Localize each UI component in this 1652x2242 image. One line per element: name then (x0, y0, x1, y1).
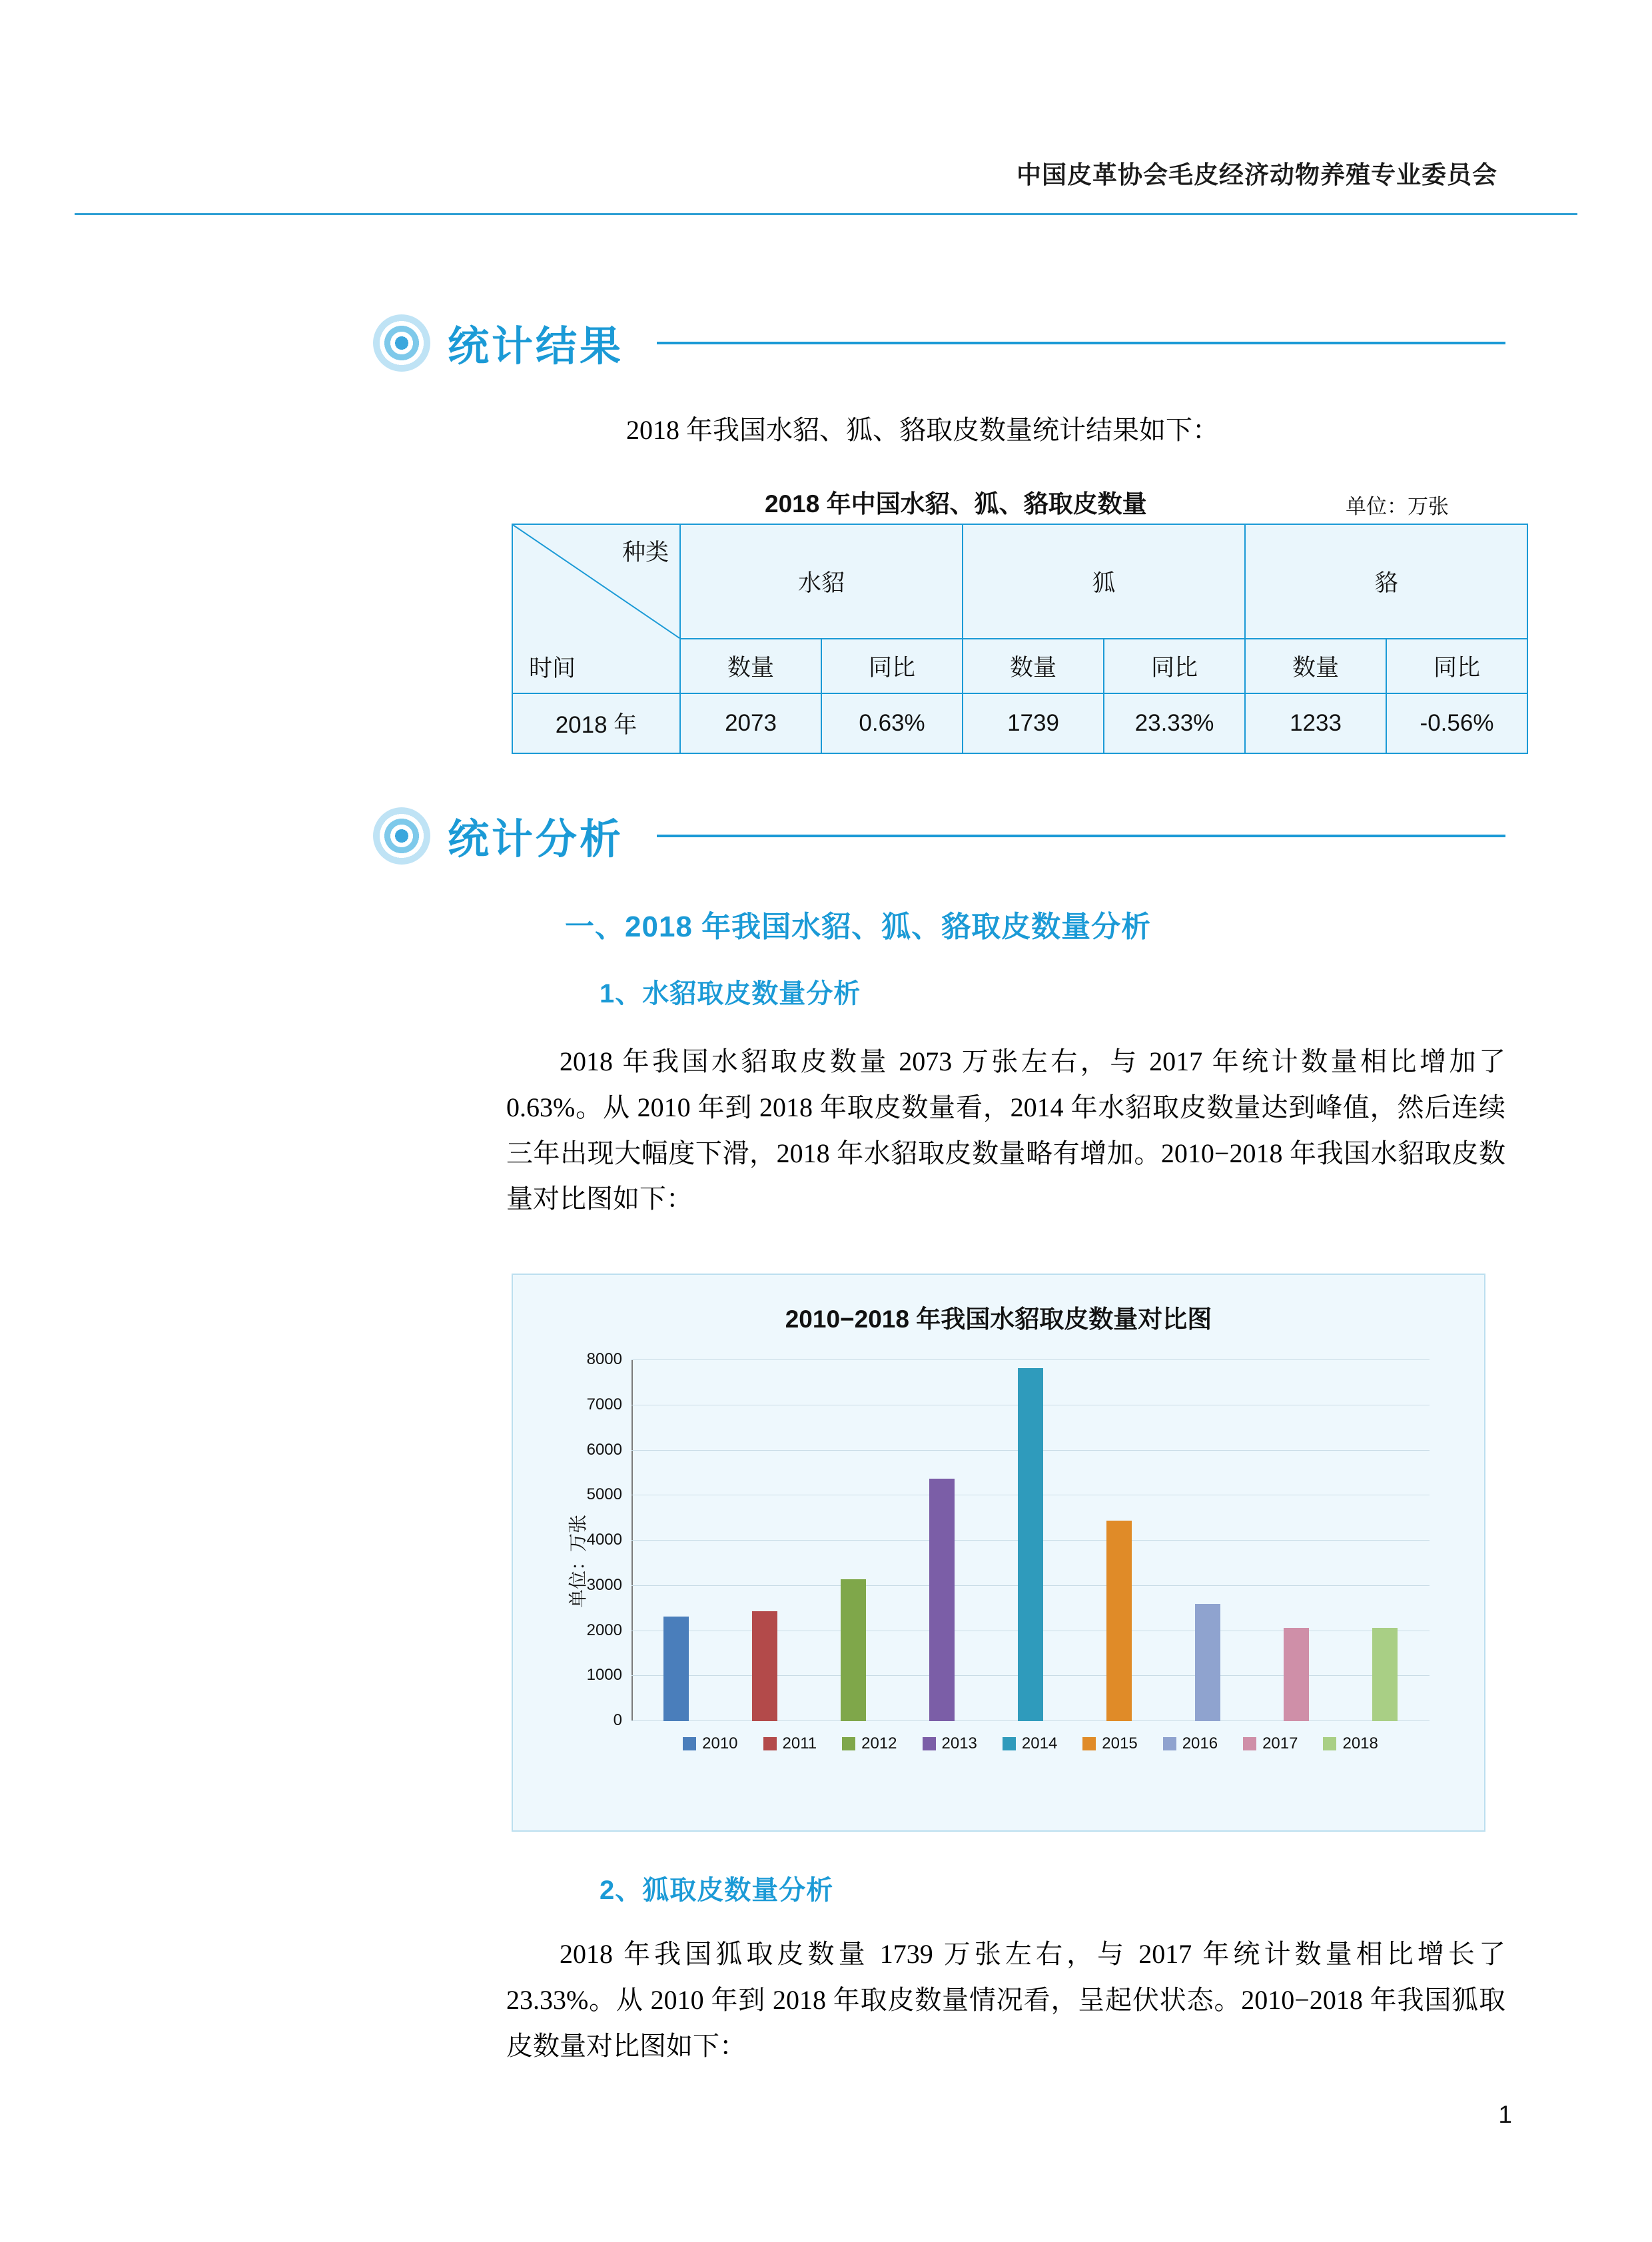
page-number: 1 (1498, 2101, 1512, 2128)
table-cell-fox-count: 1739 (963, 693, 1104, 753)
chart-legend-swatch (1003, 1737, 1016, 1750)
chart-legend-item (923, 1734, 977, 1753)
chart-legend-label: 2018 (1342, 1734, 1378, 1752)
chart-bar (929, 1479, 955, 1721)
chart-legend-label: 2015 (1102, 1734, 1138, 1752)
chart-legend-swatch (1243, 1737, 1256, 1750)
analysis-heading-mink: 1、水貂取皮数量分析 (600, 979, 861, 1008)
chart-legend-item (1163, 1734, 1218, 1753)
target-icon (373, 314, 430, 372)
chart-bars (631, 1360, 1430, 1721)
table-cell-mink-count: 2073 (680, 693, 821, 753)
chart-legend-swatch (842, 1737, 855, 1750)
chart-legend-item (1003, 1734, 1057, 1753)
analysis-heading-fox: 2、狐取皮数量分析 (600, 1876, 834, 1905)
chart-legend-label: 2016 (1182, 1734, 1218, 1752)
statistics-table (512, 524, 1528, 754)
chart-legend-item (1082, 1734, 1137, 1753)
chart-bar-slot (897, 1360, 986, 1721)
results-intro-paragraph: 2018 年我国水貂、狐、貉取皮数量统计结果如下： (626, 415, 1219, 445)
table-category-fox: 狐 (963, 524, 1245, 639)
chart-legend-item (763, 1734, 817, 1753)
chart-legend-swatch (1323, 1737, 1336, 1750)
table-subheader-3: 同比 (1104, 639, 1245, 693)
chart-bar (1284, 1628, 1309, 1721)
table-subheader-5: 同比 (1386, 639, 1527, 693)
table-subheader-2: 数量 (963, 639, 1104, 693)
chart-bar-slot (631, 1360, 720, 1721)
chart-y-axis-label: 单位：万张 (568, 1514, 590, 1609)
table-cell-raccoon-count: 1233 (1245, 693, 1386, 753)
mink-pelt-chart (512, 1274, 1485, 1832)
chart-legend-label: 2010 (702, 1734, 738, 1752)
chart-bar (1195, 1604, 1220, 1721)
chart-legend-label: 2013 (941, 1734, 977, 1752)
chart-bar-slot (809, 1360, 897, 1721)
chart-legend (631, 1734, 1430, 1753)
table-corner-cell (512, 524, 680, 693)
chart-bar-slot (1164, 1360, 1252, 1721)
chart-legend-swatch (1082, 1737, 1096, 1750)
chart-y-tick-label: 0 (613, 1711, 622, 1729)
chart-bar-slot (1252, 1360, 1341, 1721)
chart-legend-item (683, 1734, 737, 1753)
chart-y-tick-label: 2000 (586, 1621, 622, 1639)
chart-title: 2010−2018 年我国水貂取皮数量对比图 (785, 1306, 1212, 1333)
chart-legend-label: 2012 (861, 1734, 897, 1752)
table-row-label: 2018 年 (512, 693, 680, 753)
chart-bar (1372, 1628, 1398, 1721)
chart-legend-label: 2017 (1262, 1734, 1298, 1752)
chart-bar-slot (986, 1360, 1074, 1721)
chart-legend-item (842, 1734, 897, 1753)
chart-bar (663, 1617, 689, 1721)
chart-y-tick-label: 1000 (586, 1666, 622, 1684)
section-title-results: 统计结果 (448, 324, 624, 370)
table-cell-fox-yoy: 23.33% (1104, 693, 1245, 753)
table-row (512, 693, 1527, 753)
chart-legend-swatch (1163, 1737, 1176, 1750)
table-caption: 2018 年中国水貂、狐、貉取皮数量 (765, 490, 1147, 518)
chart-y-tick-label: 5000 (586, 1485, 622, 1504)
section-rule (657, 342, 1505, 344)
chart-legend-item (1243, 1734, 1298, 1753)
table-category-raccoon: 貉 (1245, 524, 1527, 639)
section-title-analysis: 统计分析 (448, 817, 624, 863)
chart-legend-label: 2011 (782, 1734, 817, 1752)
table-header-row (512, 524, 1527, 639)
table-category-mink: 水貂 (680, 524, 963, 639)
table-corner-bottom-label: 时间 (529, 655, 576, 681)
header-title: 中国皮革协会毛皮经济动物养殖专业委员会 (1017, 161, 1497, 188)
chart-legend-swatch (763, 1737, 777, 1750)
target-icon (373, 807, 430, 865)
mink-analysis-paragraph: 2018 年我国水貂取皮数量 2073 万张左右，与 2017 年统计数量相比增加了 0.63%。从 2010 年到 2018 年取皮数量看，2014 年水貂取皮数量达到峰值，然后连续三年出现大幅度下滑，2018 年水貂取皮数量略有增加。2010−2018 年我国水貂取皮数量对比图如下： (506, 1046, 1505, 1214)
section-heading-analysis (373, 806, 1505, 865)
table-subheader-0: 数量 (680, 639, 821, 693)
chart-legend-swatch (683, 1737, 696, 1750)
chart-legend-item (1323, 1734, 1378, 1753)
chart-legend-label: 2014 (1021, 1734, 1058, 1752)
chart-y-tick-label: 7000 (586, 1395, 622, 1413)
chart-bar (841, 1579, 866, 1721)
section-heading-results (373, 313, 1505, 372)
table-unit-label: 单位：万张 (1346, 495, 1449, 518)
chart-y-tick-label: 3000 (586, 1575, 622, 1594)
header-divider (75, 213, 1577, 215)
table-cell-mink-yoy: 0.63% (821, 693, 963, 753)
chart-plot-area (586, 1350, 1430, 1729)
table-subheader-4: 数量 (1245, 639, 1386, 693)
page-header (0, 155, 1652, 190)
chart-bar (1106, 1521, 1132, 1721)
chart-legend-swatch (923, 1737, 936, 1750)
analysis-heading-level2: 一、2018 年我国水貂、狐、貉取皮数量分析 (565, 911, 1152, 943)
chart-y-tick-label: 8000 (586, 1350, 622, 1368)
fox-analysis-paragraph: 2018 年我国狐取皮数量 1739 万张左右，与 2017 年统计数量相比增长了 23.33%。从 2010 年到 2018 年取皮数量情况看，呈起伏状态。2010−2018 年我国狐取皮数量对比图如下： (506, 1939, 1505, 2061)
chart-y-tick-label: 4000 (586, 1531, 622, 1549)
table-cell-raccoon-yoy: -0.56% (1386, 693, 1527, 753)
section-rule (657, 835, 1505, 837)
chart-bar (752, 1611, 777, 1721)
chart-y-tick-label: 6000 (586, 1440, 622, 1459)
table-corner-top-label: 种类 (621, 540, 669, 565)
table-subheader-1: 同比 (821, 639, 963, 693)
chart-bar-slot (1075, 1360, 1164, 1721)
chart-bar-slot (1341, 1360, 1430, 1721)
chart-bar-slot (720, 1360, 809, 1721)
chart-bar (1018, 1368, 1043, 1721)
